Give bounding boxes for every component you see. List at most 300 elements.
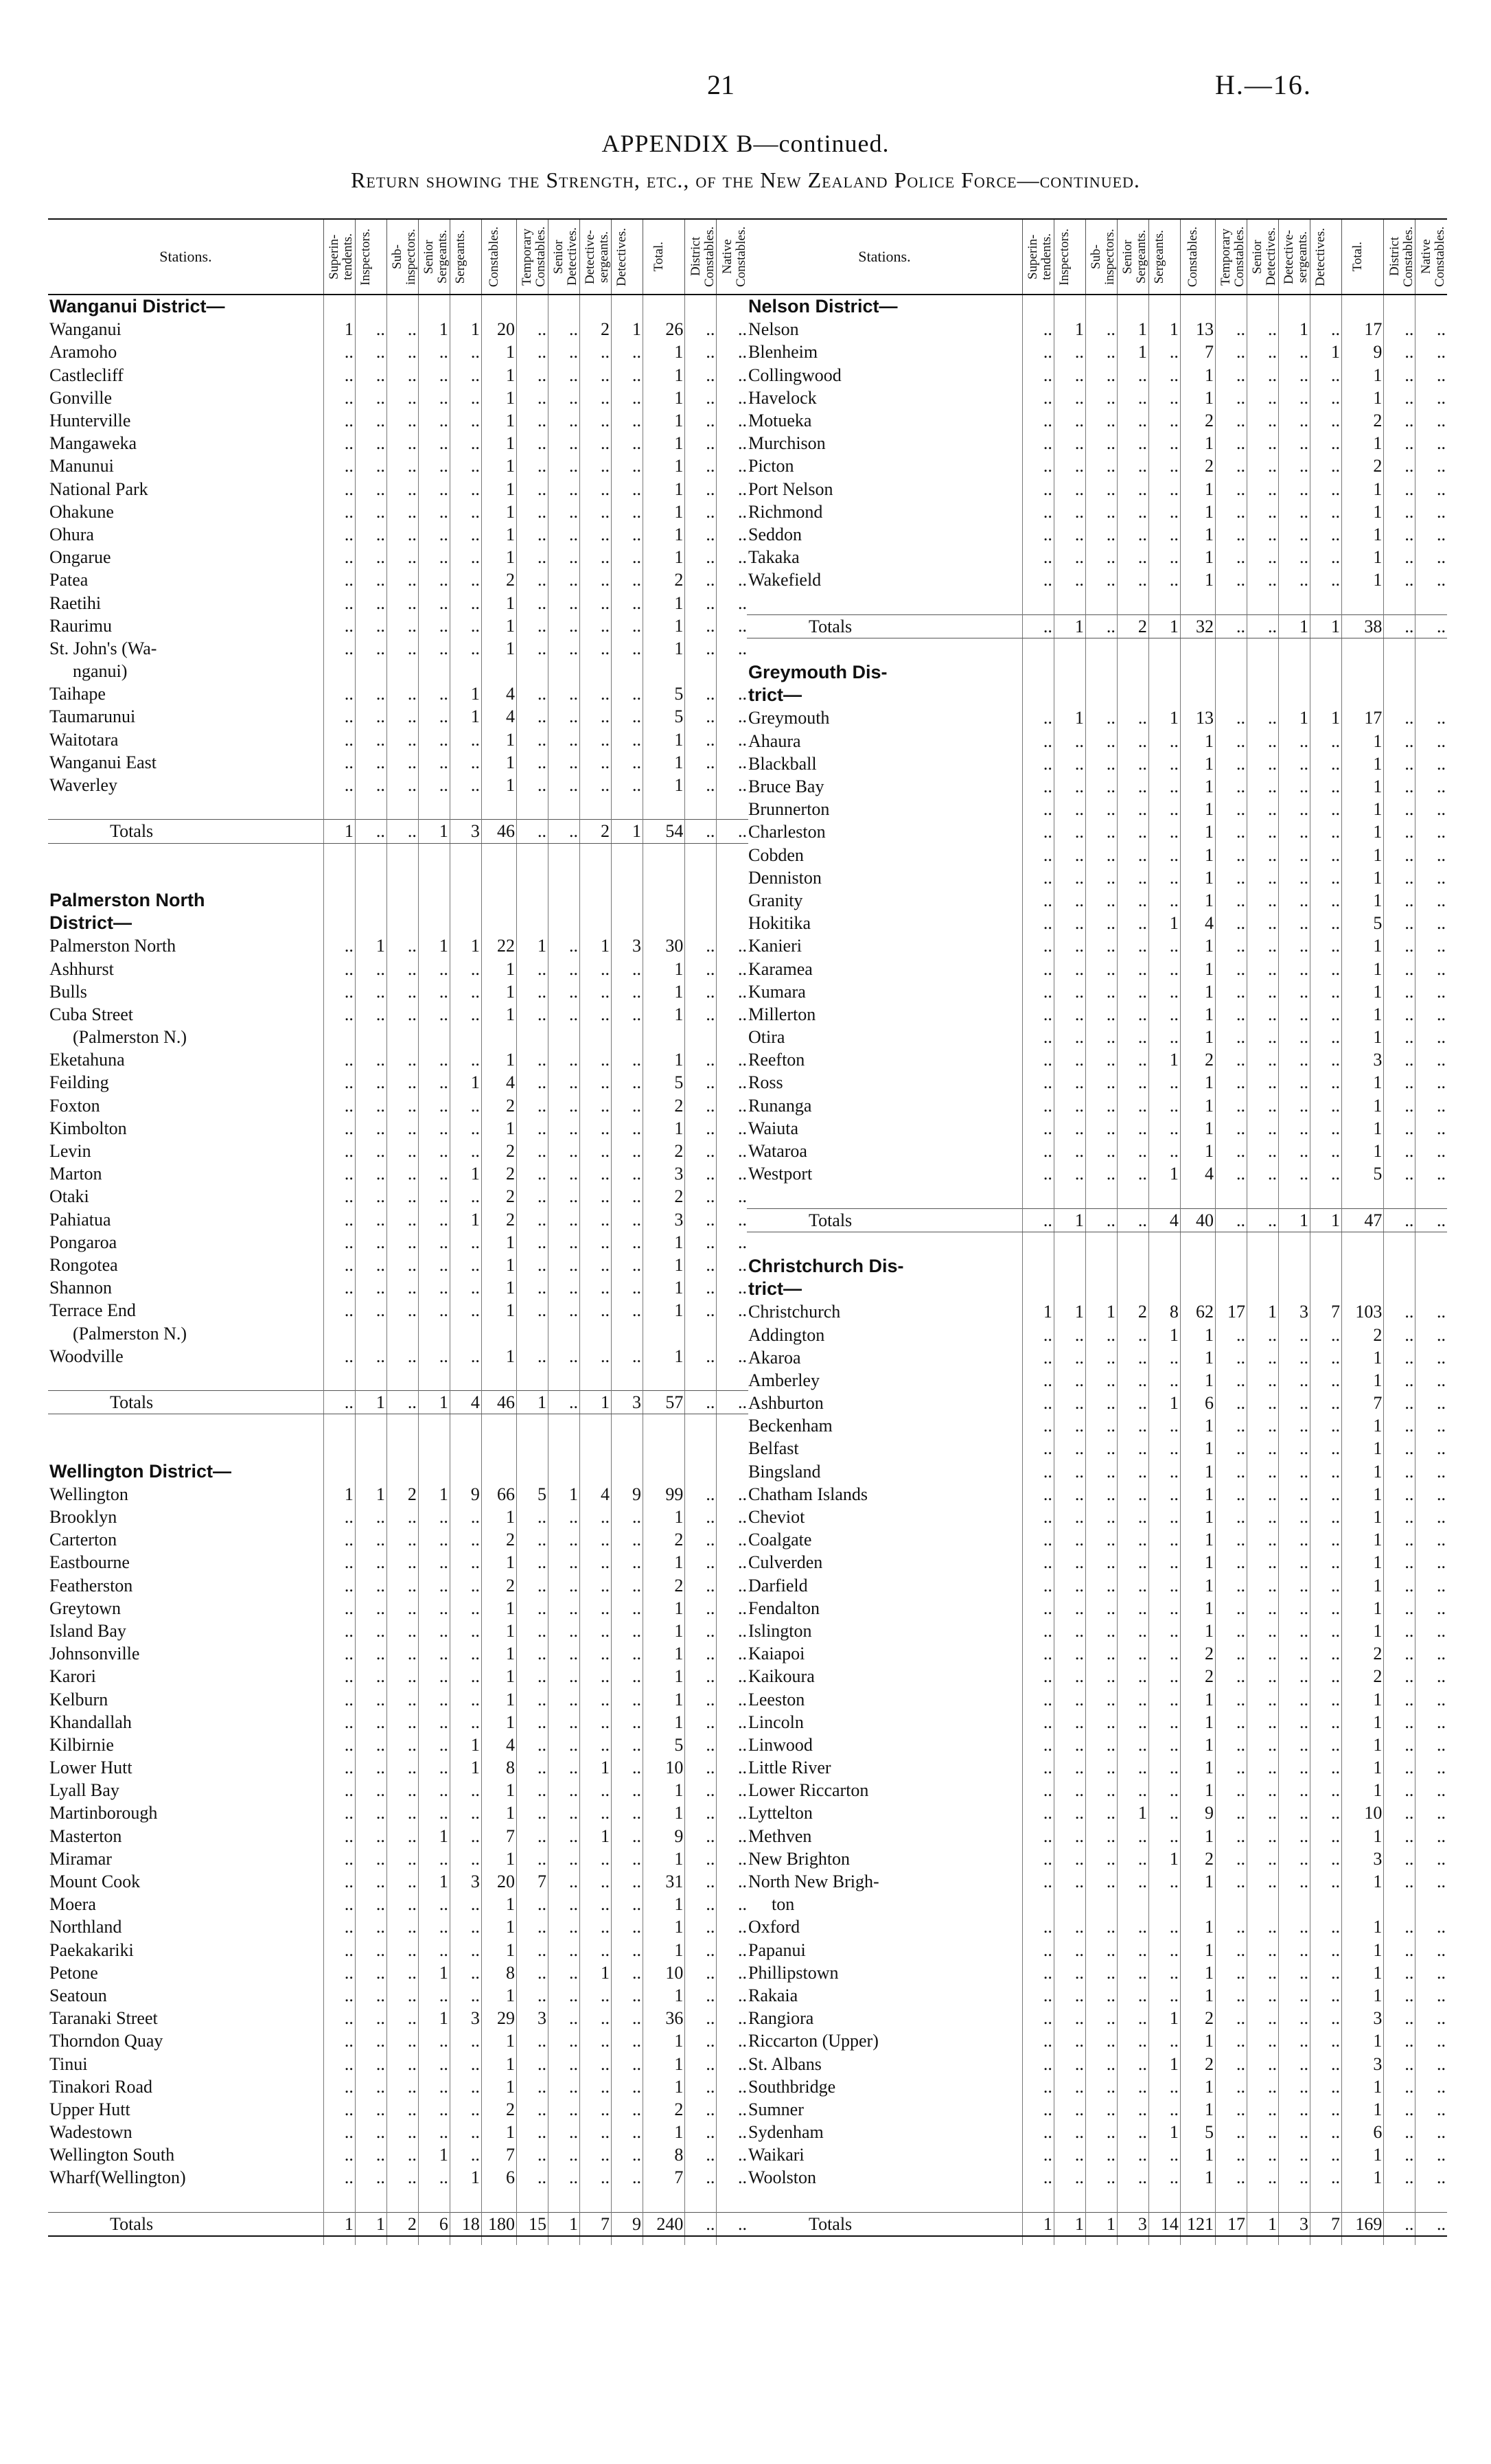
count-cell: 1	[643, 1779, 684, 1801]
count-cell	[685, 843, 717, 866]
count-cell	[717, 660, 748, 682]
count-cell: ..	[611, 591, 643, 614]
count-cell: ..	[1022, 820, 1054, 843]
station-name: Waiuta	[748, 1118, 798, 1138]
count-cell: ..	[1310, 1825, 1341, 1847]
station-row	[747, 1779, 1447, 1801]
count-cell: ..	[1310, 1870, 1341, 1893]
count-cell: ..	[1278, 1003, 1310, 1026]
count-cell: ..	[611, 500, 643, 523]
count-cell: 7	[579, 2212, 611, 2236]
count-cell: ..	[1384, 957, 1415, 980]
count-cell: ..	[1022, 364, 1054, 387]
count-cell: 29	[481, 2007, 516, 2029]
count-cell: ..	[1022, 798, 1054, 820]
count-cell: ..	[355, 2029, 386, 2052]
count-cell: ..	[717, 1391, 748, 1414]
count-cell: ..	[1247, 478, 1278, 500]
count-cell: ..	[579, 1299, 611, 1322]
count-cell: ..	[1085, 318, 1117, 341]
count-cell: ..	[548, 2052, 579, 2075]
count-cell: ..	[579, 1162, 611, 1185]
count-cell: ..	[579, 2166, 611, 2189]
count-cell: ..	[1278, 432, 1310, 454]
count-cell: ..	[1247, 1574, 1278, 1597]
count-cell: ..	[355, 364, 386, 387]
count-cell: ..	[323, 546, 355, 568]
col-native-constables: Native Constables.	[717, 219, 748, 295]
count-cell	[386, 843, 418, 866]
count-cell: ..	[1415, 912, 1447, 934]
count-cell: ..	[717, 2212, 748, 2236]
count-cell: ..	[355, 705, 386, 728]
count-cell: ..	[579, 409, 611, 432]
count-cell: ..	[717, 1551, 748, 1574]
count-cell: 1	[1180, 1506, 1215, 1528]
count-cell: ..	[1022, 1711, 1054, 1734]
count-cell: ..	[1148, 1506, 1180, 1528]
count-cell	[1085, 1893, 1117, 1915]
count-cell: 1	[1180, 1323, 1215, 1346]
count-cell: ..	[1148, 1984, 1180, 2007]
count-cell: ..	[1247, 798, 1278, 820]
count-cell: ..	[685, 1779, 717, 1801]
count-cell: ..	[1085, 1711, 1117, 1734]
col-sub-inspectors: Sub- inspectors.	[386, 219, 418, 295]
count-cell: ..	[1054, 432, 1085, 454]
count-cell: ..	[355, 318, 386, 341]
count-cell: ..	[418, 454, 450, 477]
count-cell: 1	[1148, 614, 1180, 638]
station-row	[48, 591, 748, 614]
foot-cell	[1215, 2236, 1247, 2245]
count-cell: ..	[611, 980, 643, 1003]
count-cell: ..	[1022, 1801, 1054, 1824]
count-cell: 1	[1180, 364, 1215, 387]
count-cell: ..	[717, 1825, 748, 1847]
count-cell	[1054, 1278, 1085, 1300]
count-cell: 1	[579, 1391, 611, 1414]
count-cell: ..	[1247, 1323, 1278, 1346]
count-cell: ..	[717, 1779, 748, 1801]
count-cell: ..	[717, 523, 748, 546]
station-name: Nelson	[748, 319, 799, 340]
count-cell: ..	[1278, 409, 1310, 432]
count-cell: ..	[1278, 387, 1310, 409]
count-cell: ..	[1278, 1346, 1310, 1369]
count-cell: ..	[717, 2143, 748, 2166]
count-cell: ..	[450, 2075, 481, 2098]
count-cell: ..	[323, 1711, 355, 1734]
count-cell: 1	[481, 637, 516, 660]
station-row	[48, 432, 748, 454]
count-cell: ..	[386, 614, 418, 637]
count-cell: ..	[611, 1825, 643, 1847]
count-cell	[450, 1322, 481, 1344]
count-cell	[450, 889, 481, 912]
count-cell: ..	[579, 682, 611, 705]
count-cell: ..	[579, 454, 611, 477]
count-cell: ..	[1415, 1711, 1447, 1734]
count-cell: ..	[1247, 1870, 1278, 1893]
count-cell: ..	[516, 591, 548, 614]
count-cell: ..	[450, 500, 481, 523]
count-cell: 1	[481, 1711, 516, 1734]
count-cell: ..	[1022, 1140, 1054, 1162]
count-cell	[1415, 1255, 1447, 1278]
count-cell: ..	[418, 1939, 450, 1961]
count-cell: ..	[1022, 1915, 1054, 1938]
count-cell	[1022, 591, 1054, 614]
count-cell: ..	[355, 1620, 386, 1642]
count-cell: ..	[1247, 1003, 1278, 1026]
count-cell: ..	[611, 1345, 643, 1368]
count-cell: ..	[1278, 798, 1310, 820]
count-cell: ..	[1415, 523, 1447, 546]
count-cell: ..	[1415, 454, 1447, 477]
count-cell: 1	[481, 1620, 516, 1642]
count-cell: 8	[643, 2143, 684, 2166]
count-cell: ..	[355, 432, 386, 454]
station-row	[747, 844, 1447, 866]
count-cell: 1	[643, 1801, 684, 1824]
district-heading-row	[48, 1460, 748, 1483]
count-cell: ..	[1054, 2029, 1085, 2052]
count-cell: ..	[1054, 1574, 1085, 1597]
count-cell: ..	[355, 523, 386, 546]
count-cell: ..	[323, 751, 355, 774]
count-cell: ..	[450, 387, 481, 409]
count-cell: ..	[323, 1003, 355, 1026]
count-cell: ..	[1415, 1870, 1447, 1893]
count-cell: 2	[481, 1208, 516, 1231]
count-cell: ..	[548, 2007, 579, 2029]
count-cell: ..	[1215, 1528, 1247, 1551]
district-heading-row	[747, 684, 1447, 706]
station-name: Featherston	[49, 1575, 133, 1596]
count-cell: ..	[386, 1870, 418, 1893]
table-foot-rule	[747, 2236, 1447, 2245]
count-cell: ..	[418, 957, 450, 980]
count-cell: ..	[1117, 1756, 1148, 1779]
count-cell: ..	[611, 2166, 643, 2189]
district-heading-row	[747, 1278, 1447, 1300]
count-cell: 1	[1180, 2166, 1215, 2189]
count-cell: ..	[1117, 387, 1148, 409]
count-cell	[355, 843, 386, 866]
count-cell: 9	[1180, 1801, 1215, 1824]
count-cell	[1341, 1232, 1383, 1255]
count-cell: ..	[1117, 957, 1148, 980]
station-name: Wakefield	[748, 570, 822, 590]
count-cell: 1	[1085, 2212, 1117, 2236]
count-cell: ..	[1278, 523, 1310, 546]
totals-row	[747, 614, 1447, 638]
count-cell: 5	[643, 705, 684, 728]
count-cell: ..	[1085, 1939, 1117, 1961]
right-table-body	[747, 295, 1447, 2245]
station-name: Westport	[748, 1164, 813, 1184]
count-cell: ..	[579, 637, 611, 660]
count-cell: ..	[1117, 1915, 1148, 1938]
count-cell: ..	[611, 1711, 643, 1734]
count-cell: ..	[611, 705, 643, 728]
count-cell: ..	[1215, 1026, 1247, 1048]
count-cell: 4	[481, 1734, 516, 1756]
count-cell: ..	[1415, 1779, 1447, 1801]
count-cell: ..	[1148, 1915, 1180, 1938]
count-cell: ..	[1022, 912, 1054, 934]
count-cell: 13	[1180, 318, 1215, 341]
station-name: North New Brigh-	[748, 1872, 879, 1892]
count-cell: ..	[516, 2075, 548, 2098]
count-cell: ..	[1022, 1961, 1054, 1984]
count-cell: ..	[323, 1734, 355, 1756]
count-cell: ..	[386, 1185, 418, 1208]
district-heading-row	[48, 295, 748, 318]
count-cell: ..	[1085, 409, 1117, 432]
station-row	[48, 1071, 748, 1094]
count-cell: ..	[579, 1801, 611, 1824]
station-row	[747, 1915, 1447, 1938]
count-cell	[611, 1368, 643, 1391]
count-cell: ..	[1054, 1665, 1085, 1688]
count-cell: ..	[1085, 1117, 1117, 1140]
count-cell: 10	[1341, 1801, 1383, 1824]
count-cell: 1	[481, 364, 516, 387]
col-superintendents: Superin- tendents.	[323, 219, 355, 295]
count-cell: ..	[1085, 1620, 1117, 1642]
count-cell	[1384, 2189, 1415, 2213]
count-cell: ..	[717, 1665, 748, 1688]
count-cell: ..	[1215, 478, 1247, 500]
foot-cell	[1085, 2236, 1117, 2245]
count-cell: ..	[323, 614, 355, 637]
count-cell: ..	[579, 1620, 611, 1642]
count-cell: ..	[355, 820, 386, 843]
count-cell: ..	[450, 1847, 481, 1870]
count-cell	[1180, 591, 1215, 614]
count-cell: 1	[1117, 1801, 1148, 1824]
count-cell: 1	[1180, 889, 1215, 912]
count-cell	[1180, 684, 1215, 706]
count-cell	[355, 1437, 386, 1460]
count-cell: ..	[386, 1162, 418, 1185]
count-cell: ..	[418, 1094, 450, 1117]
count-cell: ..	[611, 1620, 643, 1642]
count-cell: ..	[548, 568, 579, 591]
count-cell: 1	[643, 1597, 684, 1620]
count-cell	[611, 796, 643, 820]
station-row	[48, 341, 748, 363]
count-cell: ..	[516, 409, 548, 432]
count-cell	[1022, 684, 1054, 706]
count-cell: ..	[1148, 1369, 1180, 1392]
count-cell	[481, 1026, 516, 1048]
count-cell: ..	[1117, 2075, 1148, 2098]
count-cell: ..	[386, 1299, 418, 1322]
count-cell: ..	[1085, 1003, 1117, 1026]
count-cell: ..	[1384, 1665, 1415, 1688]
count-cell	[1247, 295, 1278, 318]
count-cell: ..	[323, 1140, 355, 1162]
count-cell	[1054, 684, 1085, 706]
count-cell: ..	[450, 1779, 481, 1801]
count-cell: 3	[1117, 2212, 1148, 2236]
count-cell: ..	[450, 751, 481, 774]
station-name: Moera	[49, 1894, 96, 1915]
count-cell	[611, 912, 643, 934]
count-cell: ..	[1384, 980, 1415, 1003]
count-cell	[1215, 661, 1247, 684]
count-cell: ..	[1148, 1003, 1180, 1026]
count-cell: ..	[1384, 2212, 1415, 2236]
count-cell: ..	[1310, 1048, 1341, 1071]
count-cell: ..	[323, 728, 355, 751]
col-detectives: Detectives.	[611, 219, 643, 295]
count-cell: 1	[1341, 1961, 1383, 1984]
count-cell	[1054, 591, 1085, 614]
count-cell: ..	[548, 1711, 579, 1734]
count-cell: 1	[481, 1597, 516, 1620]
count-cell: ..	[685, 1483, 717, 1506]
count-cell: 1	[643, 1231, 684, 1254]
count-cell: ..	[355, 1506, 386, 1528]
count-cell: ..	[717, 1506, 748, 1528]
foot-cell	[747, 2236, 1022, 2245]
count-cell: ..	[386, 2143, 418, 2166]
count-cell	[685, 1460, 717, 1483]
station-name: Waverley	[49, 775, 117, 796]
count-cell	[1215, 1185, 1247, 1208]
count-cell: ..	[1247, 1551, 1278, 1574]
count-cell: ..	[1085, 2098, 1117, 2121]
count-cell: ..	[1384, 1414, 1415, 1437]
count-cell: ..	[685, 1528, 717, 1551]
count-cell: ..	[717, 1801, 748, 1824]
count-cell: ..	[1022, 454, 1054, 477]
station-row	[747, 1300, 1447, 1323]
station-name: Southbridge	[748, 2076, 836, 2097]
count-cell: ..	[548, 1528, 579, 1551]
count-cell: ..	[548, 1847, 579, 1870]
count-cell	[1278, 1255, 1310, 1278]
count-cell	[481, 889, 516, 912]
count-cell: ..	[1117, 2052, 1148, 2075]
count-cell: ..	[579, 478, 611, 500]
station-name: Kilbirnie	[49, 1734, 114, 1755]
count-cell	[1085, 661, 1117, 684]
station-name: Upper Hutt	[49, 2099, 130, 2119]
count-cell: ..	[1310, 454, 1341, 477]
left-table-panel	[48, 218, 748, 2245]
count-cell: ..	[1215, 454, 1247, 477]
station-name: Rongotea	[49, 1254, 118, 1275]
count-cell: ..	[1148, 820, 1180, 843]
count-cell: ..	[1215, 1094, 1247, 1117]
count-cell: ..	[579, 1254, 611, 1276]
count-cell	[418, 295, 450, 318]
count-cell: ..	[450, 432, 481, 454]
count-cell: ..	[579, 546, 611, 568]
count-cell: ..	[1215, 1620, 1247, 1642]
count-cell: 1	[1341, 432, 1383, 454]
count-cell: ..	[1415, 798, 1447, 820]
count-cell: ..	[516, 1528, 548, 1551]
count-cell: ..	[1384, 1597, 1415, 1620]
station-name: Wataroa	[748, 1141, 807, 1162]
count-cell: 1	[481, 1915, 516, 1938]
count-cell: ..	[1022, 500, 1054, 523]
count-cell: ..	[450, 1825, 481, 1847]
count-cell: ..	[1085, 500, 1117, 523]
count-cell: ..	[1085, 1369, 1117, 1392]
count-cell: ..	[323, 1528, 355, 1551]
count-cell	[323, 1414, 355, 1438]
count-cell: ..	[1415, 1048, 1447, 1071]
count-cell: ..	[685, 1825, 717, 1847]
count-cell: 1	[1180, 1779, 1215, 1801]
count-cell: ..	[548, 1506, 579, 1528]
count-cell: ..	[1022, 1048, 1054, 1071]
count-cell: ..	[1215, 2098, 1247, 2121]
foot-cell	[450, 2236, 481, 2245]
district-name: District—	[49, 912, 132, 934]
count-cell: ..	[611, 1276, 643, 1299]
count-cell: ..	[548, 1870, 579, 1893]
count-cell: ..	[717, 1345, 748, 1368]
count-cell	[548, 866, 579, 889]
count-cell: ..	[1022, 2029, 1054, 2052]
count-cell: 1	[1180, 2029, 1215, 2052]
count-cell: 1	[481, 1984, 516, 2007]
count-cell: ..	[516, 1094, 548, 1117]
count-cell: ..	[1117, 2098, 1148, 2121]
count-cell: ..	[386, 751, 418, 774]
count-cell	[323, 912, 355, 934]
count-cell: ..	[355, 1345, 386, 1368]
count-cell: ..	[717, 1483, 748, 1506]
count-cell	[1415, 684, 1447, 706]
count-cell: ..	[685, 387, 717, 409]
station-name: Bingsland	[748, 1461, 821, 1482]
foot-cell	[1117, 2236, 1148, 2245]
count-cell	[717, 2189, 748, 2213]
count-cell	[323, 2189, 355, 2213]
station-name: Feilding	[49, 1072, 109, 1093]
count-cell: ..	[579, 1597, 611, 1620]
count-cell: ..	[386, 1825, 418, 1847]
count-cell: ..	[1310, 1162, 1341, 1185]
station-row	[747, 1323, 1447, 1346]
count-cell: 1	[643, 1665, 684, 1688]
count-cell: ..	[418, 1506, 450, 1528]
count-cell: ..	[1215, 341, 1247, 363]
station-name: Taranaki Street	[49, 2008, 158, 2029]
count-cell: 5	[516, 1483, 548, 1506]
count-cell: ..	[386, 409, 418, 432]
count-cell: ..	[685, 1620, 717, 1642]
station-name: Kimbolton	[49, 1118, 127, 1138]
count-cell: ..	[548, 1345, 579, 1368]
count-cell: 1	[481, 751, 516, 774]
count-cell: ..	[548, 1620, 579, 1642]
count-cell: ..	[579, 1688, 611, 1710]
station-row	[48, 2143, 748, 2166]
count-cell: ..	[1054, 1961, 1085, 1984]
count-cell: ..	[685, 728, 717, 751]
count-cell: ..	[717, 1094, 748, 1117]
